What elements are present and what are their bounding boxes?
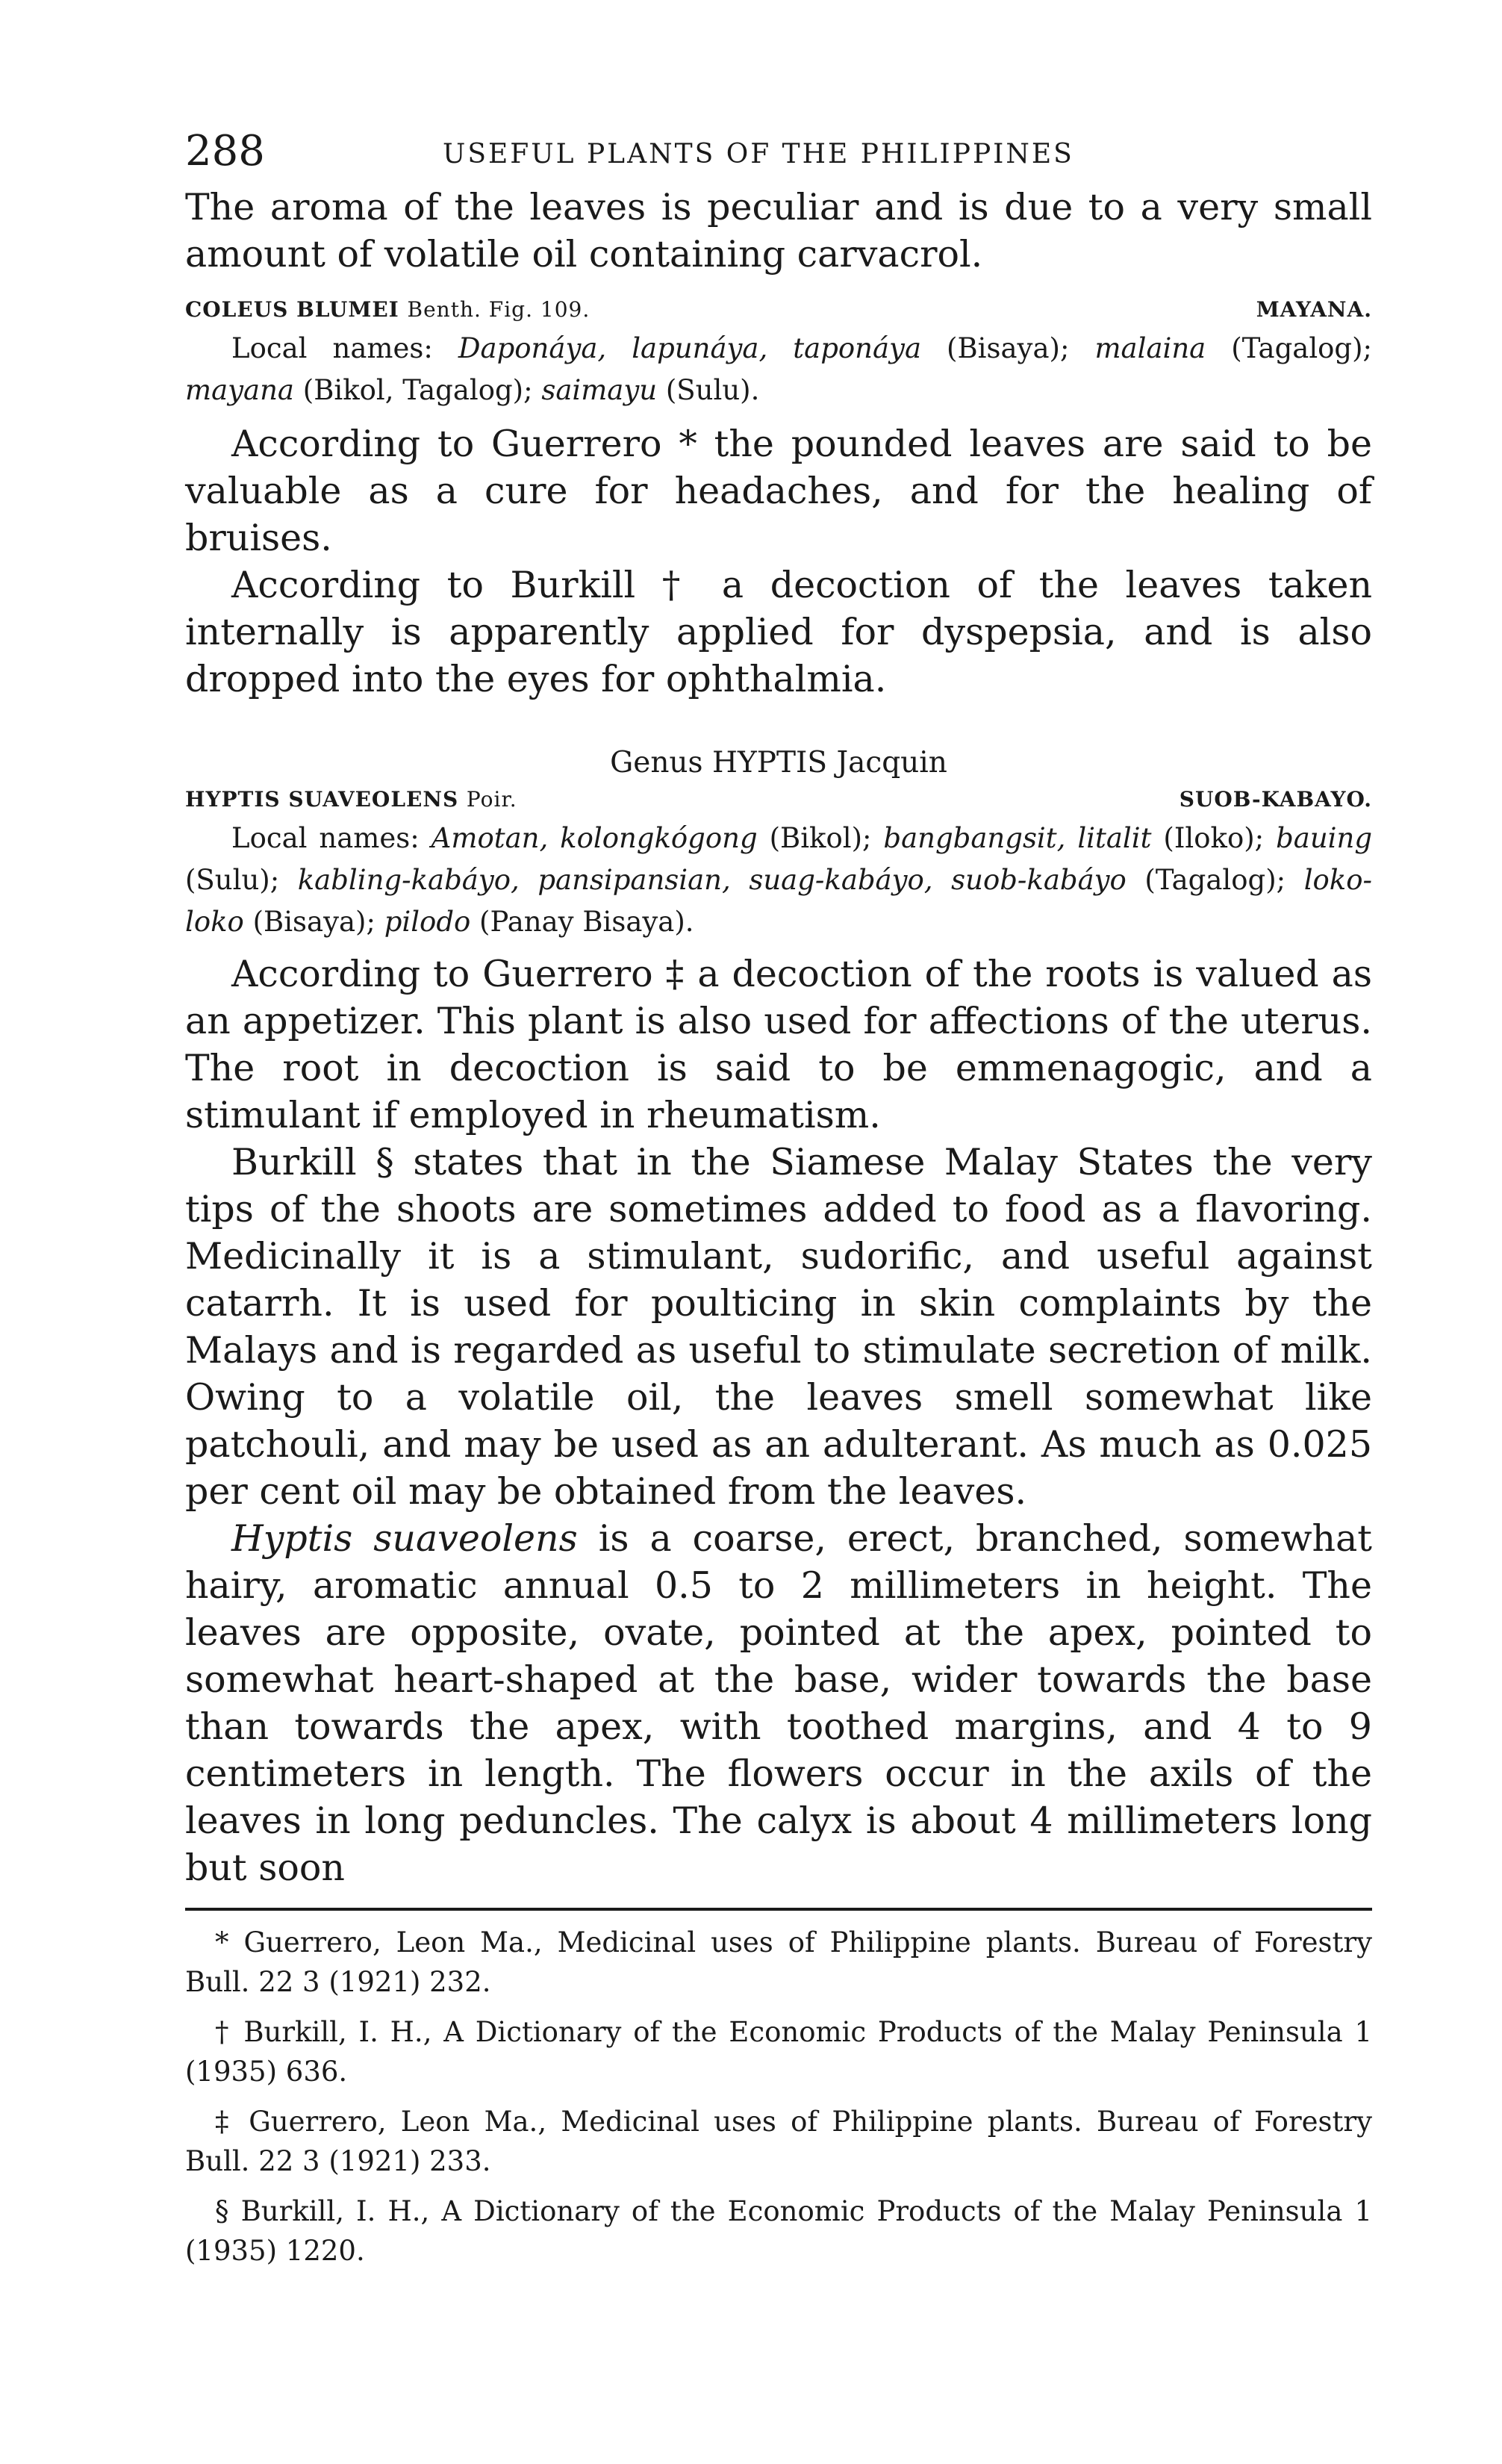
species-name-block: [185, 787, 517, 812]
local-name: Amotan, kolongkógong: [431, 822, 758, 854]
local-names-label: Local names:: [231, 822, 431, 854]
local-region: (Sulu);: [185, 864, 298, 896]
running-title: USEFUL PLANTS OF THE PHILIPPINES: [443, 139, 1074, 169]
species-heading-coleus: [185, 297, 1372, 322]
local-region: (Bisaya);: [243, 906, 384, 938]
footnote: * Guerrero, Leon Ma., Medicinal uses of Philippine plants. Bureau of Forestry Bull. 22 3 (1921) 232.: [185, 1926, 1372, 1998]
species-name-block: [185, 297, 590, 322]
local-region: (Bisaya);: [921, 332, 1095, 364]
latin-species-name: Hyptis suaveolens: [231, 1517, 578, 1560]
page: [185, 112, 1372, 2281]
local-name: bauing: [1276, 822, 1372, 854]
local-name: pilodo: [384, 906, 471, 938]
genus-heading: Genus HYPTIS Jacquin: [610, 746, 947, 780]
local-name: Daponáya, lapunáya, taponáya: [458, 332, 922, 364]
local-region: (Bikol);: [757, 822, 884, 854]
local-names-hyptis: [185, 818, 1372, 943]
coleus-paragraph-1: According to Guerrero * the pounded leaves are said to be valuable as a cure for headaches, and for the healing of bruises.: [185, 423, 1372, 559]
local-region: (Iloko);: [1151, 822, 1277, 854]
local-region: (Bikol, Tagalog);: [294, 374, 542, 406]
common-name: MAYANA.: [1256, 297, 1372, 322]
local-name: saimayu: [541, 374, 658, 406]
local-name: mayana: [185, 374, 294, 406]
local-name: bangbangsit, litalit: [883, 822, 1152, 854]
species-author: Benth. Fig. 109.: [407, 297, 590, 322]
species-name: HYPTIS SUAVEOLENS: [185, 787, 459, 812]
species-name: COLEUS BLUMEI: [185, 297, 399, 322]
local-name: kabling-kabáyo, pansipansian, suag-kabáyo, suob-kabáyo: [297, 864, 1126, 896]
local-region: (Tagalog);: [1126, 864, 1304, 896]
local-region: (Tagalog);: [1206, 332, 1373, 364]
description-text: is a coarse, erect, branched, somewhat hairy, aromatic annual 0.5 to 2 millimeters in height. The leaves are opposite, ovate, pointed at the apex, pointed to somewhat heart-shaped at the base, wider towards the base than towards the apex, with toothed margins, and 4 to 9 centimeters in length. The flowers occur in the axils of the leaves in long peduncles. The calyx is about 4 millimeters long but soon: [185, 1517, 1372, 1889]
hyptis-paragraph-3: [185, 1515, 1372, 1891]
hyptis-paragraph-2: Burkill § states that in the Siamese Malay States the very tips of the shoots are sometimes added to food as a flavoring. Medicinally it is a stimulant, sudorific, and useful against catarrh. It is used for poulticing in skin complaints by the Malays and is regarded as useful to stimulate secretion of milk. Owing to a volatile oil, the leaves smell somewhat like patchouli, and may be used as an adulterant. As much as 0.025 per cent oil may be obtained from the leaves.: [185, 1141, 1372, 1513]
local-name: malaina: [1094, 332, 1206, 364]
species-author: Poir.: [466, 787, 517, 812]
footnote: ‡ Guerrero, Leon Ma., Medicinal uses of Philippine plants. Bureau of Forestry Bull. 22 3 (1921) 233.: [185, 2106, 1372, 2177]
hyptis-paragraph-1: According to Guerrero ‡ a decoction of the roots is valued as an appetizer. This plant is also used for affections of the uterus. The root in decoction is said to be emmenagogic, and a stimulant if employed in rheumatism.: [185, 953, 1372, 1136]
local-region: (Sulu).: [657, 374, 760, 406]
local-names-label: Local names:: [231, 332, 458, 364]
page-number: 288: [185, 127, 265, 175]
footnotes: [185, 1923, 1372, 2271]
local-names-coleus: [185, 328, 1372, 411]
species-heading-hyptis: [185, 787, 1372, 812]
coleus-paragraph-2: According to Burkill † a decoction of the leaves taken internally is apparently applied for dyspepsia, and is also dropped into the eyes for ophthalmia.: [185, 564, 1372, 700]
footnote: † Burkill, I. H., A Dictionary of the Economic Products of the Malay Peninsula 1 (1935) 636.: [185, 2016, 1372, 2088]
running-head: [185, 112, 1372, 179]
footnote-rule: [185, 1908, 1372, 1911]
footnote: § Burkill, I. H., A Dictionary of the Economic Products of the Malay Peninsula 1 (1935) 1220.: [185, 2195, 1372, 2267]
common-name: SUOB-KABAYO.: [1179, 787, 1372, 812]
intro-paragraph: The aroma of the leaves is peculiar and is due to a very small amount of volatile oil containing carvacrol.: [185, 186, 1372, 276]
local-name: loko-loko: [185, 864, 1372, 938]
local-region: (Panay Bisaya).: [470, 906, 694, 938]
